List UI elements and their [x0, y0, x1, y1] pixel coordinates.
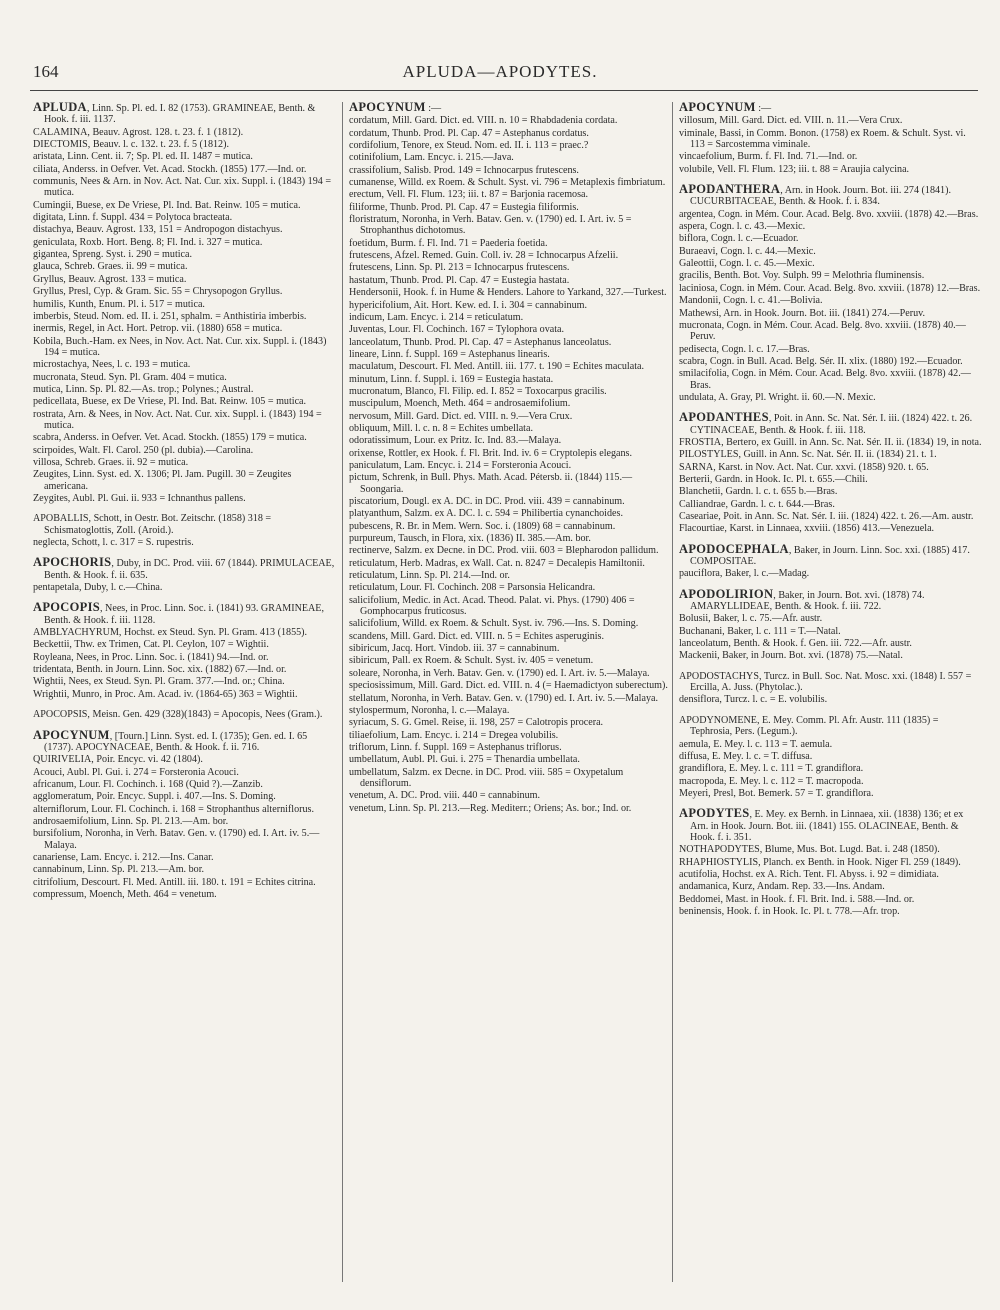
species-entry: glauca, Schreb. Graes. ii. 99 = mutica.	[33, 261, 188, 273]
species-entry: Kobila, Buch.-Ham. ex Nees, in Nov. Act. Nat. Cur. xix. Suppl. i. (1843) 194 = mutica.	[33, 335, 327, 358]
species-entry: scabra, Anderss. in Oefver. Vet. Acad. Stockh. (1855) 179 = mutica.	[33, 432, 307, 444]
species-entry: obliquum, Mill. l. c. n. 8 = Echites umbellata.	[349, 422, 533, 434]
species-entry: mucronata, Cogn. in Mém. Cour. Acad. Belg. 8vo. xxviii. (1878) 40.—Peruv.	[679, 319, 966, 343]
species-entry: scabra, Cogn. in Bull. Acad. Belg. Sér. II. xlix. (1880) 192.—Ecuador.	[679, 355, 963, 367]
species-entry: lanceolatum, Thunb. Prod. Pl. Cap. 47 = Astephanus lanceolatus.	[349, 336, 612, 348]
species-entry: tiliaefolium, Lam. Encyc. i. 214 = Dregea volubilis.	[349, 729, 559, 741]
genus-name: APOCOPIS	[33, 600, 100, 615]
species-entry: gigantea, Spreng. Syst. i. 290 = mutica.	[33, 249, 193, 261]
genus-name: APODOLIRION	[679, 586, 774, 601]
species-entry: NOTHAPODYTES, Blume, Mus. Bot. Lugd. Bat. i. 248 (1850).	[679, 844, 940, 856]
species-entry: Royleana, Nees, in Proc. Linn. Soc. i. (1841) 94.—Ind. or.	[33, 651, 269, 663]
genus-entry: APODANTHES, Poit. in Ann. Sc. Nat. Sér. I. iii. (1824) 422. t. 26. CYTINACEAE, Benth. & Hook. f. iii. 118.	[679, 410, 973, 436]
species-entry: Gryllus, Beauv. Agrost. 133 = mutica.	[33, 273, 187, 285]
species-entry: neglecta, Schott, l. c. 317 = S. rupestris.	[33, 537, 194, 549]
species-entry: frutescens, Afzel. Remed. Guin. Coll. iv. 28 = Ichnocarpus Afzelii.	[349, 250, 619, 262]
species-entry: lanceolatum, Benth. & Hook. f. Gen. iii. 722.—Afr. austr.	[679, 638, 912, 650]
species-entry: cordatum, Mill. Gard. Dict. ed. VIII. n. 10 = Rhabdadenia cordata.	[349, 115, 618, 127]
species-entry: beninensis, Hook. f. in Hook. Ic. Pl. t. 778.—Afr. trop.	[679, 905, 900, 917]
species-entry: cordatum, Thunb. Prod. Pl. Cap. 47 = Astephanus cordatus.	[349, 127, 589, 139]
species-entry: reticulatum, Linn. Sp. Pl. 214.—Ind. or.	[349, 570, 510, 582]
species-entry: digitata, Linn. f. Suppl. 434 = Polytoca bracteata.	[33, 212, 233, 224]
species-entry: andamanica, Kurz, Andam. Rep. 33.—Ins. Andam.	[679, 881, 885, 893]
species-entry: syriacum, S. G. Gmel. Reise, ii. 198, 257 = Calotropis procera.	[349, 717, 604, 729]
species-entry: aemula, E. Mey. l. c. 113 = T. aemula.	[679, 738, 833, 750]
genus-entry: APLUDA, Linn. Sp. Pl. ed. I. 82 (1753). GRAMINEAE, Benth. & Hook. f. iii. 1137.	[33, 100, 316, 126]
species-entry: grandiflora, E. Mey. l. c. 111 = T. grandiflora.	[679, 763, 864, 775]
species-entry: scirpoides, Walt. Fl. Carol. 250 (pl. dubia).—Carolina.	[33, 444, 254, 456]
species-entry: Flacourtiae, Karst. in Linnaea, xxviii. (1856) 413.—Venezuela.	[679, 523, 935, 535]
species-entry: Galeottii, Cogn. l. c. 45.—Mexic.	[679, 258, 815, 270]
species-entry: triflorum, Linn. f. Suppl. 169 = Astephanus triflorus.	[349, 741, 562, 753]
species-entry: hypericifolium, Ait. Hort. Kew. ed. I. i. 304 = cannabinum.	[349, 299, 587, 311]
species-entry: APODOSTACHYS, Turcz. in Bull. Soc. Nat. Mosc. xxi. (1848) I. 557 = Ercilla, A. Juss. (Phytolac.).	[679, 670, 972, 694]
species-entry: paniculatum, Lam. Encyc. i. 214 = Forsteronia Acouci.	[349, 459, 572, 471]
genus-entry: APODANTHERA, Arn. in Hook. Journ. Bot. iii. 274 (1841). CUCURBITACEAE, Benth. & Hook. f. i. 834.	[679, 182, 951, 208]
species-entry: platyanthum, Salzm. ex A. DC. l. c. 594 = Philibertia cynanchoides.	[349, 508, 623, 520]
species-entry: Caseariae, Poit. in Ann. Sc. Nat. Sér. I. iii. (1824) 422. t. 26.—Am. austr.	[679, 511, 974, 522]
species-entry: reticulatum, Lour. Fl. Cochinch. 208 = Parsonsia Helicandra.	[349, 582, 596, 594]
species-entry: umbellatum, Salzm. ex Decne. in DC. Prod. viii. 585 = Oxypetalum densiflorum.	[349, 766, 624, 789]
species-entry: distachya, Beauv. Agrost. 133, 151 = Andropogon distachyus.	[33, 224, 283, 236]
species-entry: venetum, Linn. Sp. Pl. 213.—Reg. Mediterr.; Oriens; As. bor.; Ind. or.	[349, 802, 632, 814]
species-entry: compressum, Moench, Meth. 464 = venetum.	[33, 888, 217, 900]
species-entry: pubescens, R. Br. in Mem. Wern. Soc. i. (1809) 68 = cannabinum.	[349, 520, 616, 532]
species-entry: rectinerve, Salzm. ex Decne. in DC. Prod. viii. 603 = Blepharodon pallidum.	[349, 545, 659, 557]
species-entry: nervosum, Mill. Gard. Dict. ed. VIII. n. 9.—Vera Crux.	[349, 410, 573, 422]
species-entry: Buchanani, Baker, l. c. 111 = T.—Natal.	[679, 625, 841, 637]
species-entry: communis, Nees & Arn. in Nov. Act. Nat. Cur. xix. Suppl. i. (1843) 194 = mutica.	[33, 176, 332, 199]
genus-name: APOCYNUM	[349, 100, 426, 114]
species-entry: muscipulum, Moench, Meth. 464 = androsaemifolium.	[349, 398, 571, 410]
species-entry: Calliandrae, Gardn. l. c. t. 644.—Bras.	[679, 498, 835, 510]
genus-name: APODANTHERA	[679, 182, 781, 197]
species-entry: PILOSTYLES, Guill. in Ann. Sc. Nat. Sér. II. ii. (1834) 21. t. 1.	[679, 449, 937, 461]
species-entry: Acouci, Aubl. Pl. Gui. i. 274 = Forsteronia Acouci.	[33, 766, 239, 778]
species-entry: Buraeavi, Cogn. l. c. 44.—Mexic.	[679, 245, 816, 257]
species-entry: pictum, Schrenk, in Bull. Phys. Math. Acad. Pétersb. ii. (1844) 115.—Soongaria.	[349, 472, 633, 495]
species-entry: QUIRIVELIA, Poir. Encyc. vi. 42 (1804).	[33, 754, 203, 766]
species-entry: cordifolium, Tenore, ex Steud. Nom. ed. II. i. 113 = praec.?	[349, 140, 589, 152]
species-entry: cannabinum, Linn. Sp. Pl. 213.—Am. bor.	[33, 864, 205, 876]
species-entry: Zeugites, Linn. Syst. ed. X. 1306; Pl. Jam. Pugill. 30 = Zeugites americana.	[33, 469, 292, 492]
species-entry: humilis, Kunth, Enum. Pl. i. 517 = mutica.	[33, 298, 205, 310]
genus-name: APODOCEPHALA	[679, 541, 789, 556]
page-number: 164	[33, 62, 59, 81]
species-entry: Gryllus, Presl, Cyp. & Gram. Sic. 55 = Chrysopogon Gryllus.	[33, 286, 283, 298]
species-entry: soleare, Noronha, in Verh. Batav. Gen. v. (1790) ed. I. Art. iv. 5.—Malaya.	[349, 667, 650, 679]
species-entry: ciliata, Anderss. in Oefver. Vet. Acad. Stockh. (1855) 177.—Ind. or.	[33, 163, 307, 175]
species-entry: cumanense, Willd. ex Roem. & Schult. Syst. vi. 796 = Metaplexis fimbriatum.	[349, 177, 666, 189]
species-entry: scandens, Mill. Gard. Dict. ed. VIII. n. 5 = Echites asperuginis.	[349, 630, 604, 642]
species-entry: stellatum, Noronha, in Verh. Batav. Gen. v. (1790) ed. I. Art. iv. 5.—Malaya.	[349, 692, 659, 704]
species-entry: frutescens, Linn. Sp. Pl. 213 = Ichnocarpus frutescens.	[349, 262, 570, 274]
species-entry: piscatorium, Dougl. ex A. DC. in DC. Prod. viii. 439 = cannabinum.	[349, 496, 625, 507]
species-entry: Mackenii, Baker, in Journ. Bot. xvi. (1878) 75.—Natal.	[679, 650, 903, 662]
genus-entry: APOCYNUM :—	[679, 100, 772, 114]
page-header	[0, 62, 1000, 86]
species-entry: pedisecta, Cogn. l. c. 17.—Bras.	[679, 343, 810, 355]
running-head: APLUDA—APODYTES.	[402, 62, 598, 81]
species-entry: smilacifolia, Cogn. in Mém. Cour. Acad. Belg. 8vo. xxviii. (1878) 42.—Bras.	[679, 368, 971, 391]
genus-name: APOCYNUM	[679, 100, 756, 114]
species-entry: Hendersonii, Hook. f. in Hume & Henders. Lahore to Yarkand, 327.—Turkest.	[349, 287, 667, 299]
species-entry: AMBLYACHYRUM, Hochst. ex Steud. Syn. Pl. Gram. 413 (1855).	[33, 627, 308, 639]
species-entry: Beddomei, Mast. in Hook. f. Fl. Brit. Ind. i. 588.—Ind. or.	[679, 893, 915, 905]
species-entry: Berterii, Gardn. in Hook. Ic. Pl. t. 655.—Chili.	[679, 473, 868, 485]
species-entry: Cumingii, Buese, ex De Vriese, Pl. Ind. Bat. Reinw. 105 = mutica.	[33, 199, 301, 211]
species-entry: androsaemifolium, Linn. Sp. Pl. 213.—Am. bor.	[33, 815, 229, 827]
species-entry: floristratum, Noronha, in Verh. Batav. Gen. v. (1790) ed. I. Art. iv. 5 = Strophanthus dichotomus.	[349, 214, 632, 237]
species-entry: Mandonii, Cogn. l. c. 41.—Bolivia.	[679, 295, 823, 307]
species-entry: citrifolium, Descourt. Fl. Med. Antill. iii. 180. t. 191 = Echites citrina.	[33, 876, 316, 888]
species-entry: salicifolium, Willd. ex Roem. & Schult. Syst. iv. 796.—Ins. S. Doming.	[349, 618, 639, 630]
species-entry: microstachya, Nees, l. c. 193 = mutica.	[33, 359, 191, 371]
species-entry: speciosissimum, Mill. Gard. Dict. ed. VIII. n. 4 (= Haemadictyon suberectum).	[349, 680, 668, 692]
species-entry: salicifolium, Medic. in Act. Acad. Theod. Palat. vi. Phys. (1790) 406 = Gomphocarpus fruticosus.	[349, 594, 635, 618]
species-entry: rostrata, Arn. & Nees, in Nov. Act. Nat. Cur. xix. Suppl. i. (1843) 194 = mutica.	[33, 408, 322, 431]
species-entry: SARNA, Karst. in Nov. Act. Nat. Cur. xxvi. (1858) 920. t. 65.	[679, 461, 929, 473]
species-entry: minutum, Linn. f. Suppl. i. 169 = Eustegia hastata.	[349, 373, 554, 385]
species-entry: indicum, Lam. Encyc. i. 214 = reticulatum.	[349, 311, 524, 323]
header-rule	[30, 90, 978, 91]
species-entry: viminale, Bassi, in Comm. Bonon. (1758) ex Roem. & Schult. Syst. vi. 113 = Sarcostemma viminale.	[679, 127, 966, 151]
column-left	[33, 102, 335, 901]
species-entry: argentea, Cogn. in Mém. Cour. Acad. Belg. 8vo. xxviii. (1878) 42.—Bras.	[679, 208, 979, 220]
genus-name: APODYTES	[679, 806, 750, 821]
species-entry: cotinifolium, Lam. Encyc. i. 215.—Java.	[349, 152, 514, 164]
genus-entry: APOCOPIS, Nees, in Proc. Linn. Soc. i. (1841) 93. GRAMINEAE, Benth. & Hook. f. iii. 1128.	[33, 600, 324, 626]
species-entry: diffusa, E. Mey. l. c. = T. diffusa.	[679, 750, 813, 762]
species-entry: inermis, Regel, in Act. Hort. Petrop. vii. (1880) 658 = mutica.	[33, 323, 283, 335]
species-entry: APODYNOMENE, E. Mey. Comm. Pl. Afr. Austr. 111 (1835) = Tephrosia, Pers. (Legum.).	[679, 714, 939, 738]
species-entry: purpureum, Tausch, in Flora, xix. (1836) II. 385.—Am. bor.	[349, 533, 591, 545]
species-entry: vincaefolium, Burm. f. Fl. Ind. 71.—Ind. or.	[679, 151, 858, 163]
species-entry: FROSTIA, Bertero, ex Guill. in Ann. Sc. Nat. Sér. II. ii. (1834) 19, in nota.	[679, 436, 982, 448]
species-entry: villosa, Schreb. Graes. ii. 92 = mutica.	[33, 456, 189, 468]
species-entry: DIECTOMIS, Beauv. l. c. 132. t. 23. f. 5 (1812).	[33, 139, 229, 151]
species-entry: aristata, Linn. Cent. ii. 7; Sp. Pl. ed. II. 1487 = mutica.	[33, 151, 253, 163]
species-entry: pauciflora, Baker, l. c.—Madag.	[679, 568, 810, 580]
column-right	[672, 102, 982, 1282]
species-entry: reticulatum, Herb. Madras, ex Wall. Cat. n. 8247 = Decalepis Hamiltonii.	[349, 557, 645, 569]
species-entry: hastatum, Thunb. Prod. Pl. Cap. 47 = Eustegia hastata.	[349, 274, 570, 286]
species-entry: mutica, Linn. Sp. Pl. 82.—As. trop.; Polynes.; Austral.	[33, 383, 254, 395]
species-entry: pedicellata, Buese, ex De Vriese, Pl. Ind. Bat. Reinw. 105 = mutica.	[33, 396, 307, 408]
species-entry: Mathewsi, Arn. in Hook. Journ. Bot. iii. (1841) 274.—Peruv.	[679, 307, 926, 319]
species-entry: aspera, Cogn. l. c. 43.—Mexic.	[679, 221, 806, 233]
species-entry: africanum, Lour. Fl. Cochinch. i. 168 (Quid ?).—Zanzib.	[33, 778, 263, 790]
species-entry: odoratissimum, Lour. ex Pritz. Ic. Ind. 83.—Malaya.	[349, 435, 562, 447]
species-entry: Zeygites, Aubl. Pl. Gui. ii. 933 = Ichnanthus pallens.	[33, 493, 246, 504]
species-entry: Beckettii, Thw. ex Trimen, Cat. Pl. Ceylon, 107 = Wightii.	[33, 639, 269, 651]
genus-entry: APODOLIRION, Baker, in Journ. Bot. xvi. (1878) 74. AMARYLLIDEAE, Benth. & Hook. f. iii. 722.	[679, 586, 925, 613]
genus-name: APODANTHES	[679, 410, 769, 425]
species-entry: Meyeri, Presl, Bot. Bemerk. 57 = T. grandiflora.	[679, 787, 874, 799]
species-entry: mucronatum, Blanco, Fl. Filip. ed. I. 852 = Toxocarpus gracilis.	[349, 385, 607, 397]
species-entry: venetum, A. DC. Prod. viii. 440 = cannabinum.	[349, 790, 541, 802]
species-entry: APOBALLIS, Schott, in Oestr. Bot. Zeitschr. (1858) 318 = Schismatoglottis, Zoll. (Aroid.).	[33, 513, 272, 536]
species-entry: mucronata, Steud. Syn. Pl. Gram. 404 = mutica.	[33, 371, 227, 383]
species-entry: tridentata, Benth. in Journ. Linn. Soc. xix. (1882) 67.—Ind. or.	[33, 664, 287, 676]
species-entry: Wightii, Nees, ex Steud. Syn. Pl. Gram. 377.—Ind. or.; China.	[33, 676, 285, 688]
species-entry: Wrightii, Munro, in Proc. Am. Acad. iv. (1864-65) 363 = Wightii.	[33, 688, 298, 700]
species-entry: foetidum, Burm. f. Fl. Ind. 71 = Paederia foetida.	[349, 237, 548, 249]
species-entry: Blanchetii, Gardn. l. c. t. 655 b.—Bras.	[679, 486, 838, 498]
species-entry: Juventas, Lour. Fl. Cochinch. 167 = Tylophora ovata.	[349, 324, 565, 336]
genus-name: APOCHORIS	[33, 555, 112, 570]
species-entry: macropoda, E. Mey. l. c. 112 = T. macropoda.	[679, 775, 864, 787]
species-entry: Bolusii, Baker, l. c. 75.—Afr. austr.	[679, 613, 823, 625]
genus-entry: APODOCEPHALA, Baker, in Journ. Linn. Soc. xxi. (1885) 417. COMPOSITAE.	[679, 541, 970, 568]
species-entry: biflora, Cogn. l. c.—Ecuador.	[679, 233, 799, 245]
species-entry: acutifolia, Hochst. ex A. Rich. Tent. Fl. Abyss. i. 92 = dimidiata.	[679, 868, 939, 880]
species-entry: laciniosa, Cogn. in Mém. Cour. Acad. Belg. 8vo. xxviii. (1878) 12.—Bras.	[679, 282, 981, 294]
genus-entry: APOCYNUM :—	[349, 100, 442, 114]
genus-name: APOCYNUM	[33, 727, 110, 742]
species-entry: RHAPHIOSTYLIS, Planch. ex Benth. in Hook. Niger Fl. 259 (1849).	[679, 856, 961, 868]
genus-entry: APODYTES, E. Mey. ex Bernh. in Linnaea, xii. (1838) 136; et ex Arn. in Hook. Journ. Bot. iii. (1841) 155. OLACINEAE, Benth. & Hook. f. i. 351.	[679, 806, 964, 843]
species-entry: APOCOPSIS, Meisn. Gen. 429 (328)(1843) = Apocopis, Nees (Gram.).	[33, 709, 323, 721]
species-entry: lineare, Linn. f. Suppl. 169 = Astephanus linearis.	[349, 348, 550, 360]
species-entry: CALAMINA, Beauv. Agrost. 128. t. 23. f. 1 (1812).	[33, 126, 244, 138]
species-entry: alterniflorum, Lour. Fl. Cochinch. i. 168 = Strophanthus alterniflorus.	[33, 803, 314, 815]
genus-entry: APOCHORIS, Duby, in DC. Prod. viii. 67 (1844). PRIMULACEAE, Benth. & Hook. f. ii. 635.	[33, 555, 335, 581]
species-entry: geniculata, Roxb. Hort. Beng. 8; Fl. Ind. i. 327 = mutica.	[33, 236, 263, 248]
species-entry: agglomeratum, Poir. Encyc. Suppl. i. 407.—Ins. S. Doming.	[33, 791, 276, 803]
species-entry: densiflora, Turcz. l. c. = E. volubilis.	[679, 694, 828, 706]
species-entry: filiforme, Thunb. Prod. Pl. Cap. 47 = Eustegia filiformis.	[349, 201, 579, 213]
species-entry: villosum, Mill. Gard. Dict. ed. VIII. n. 11.—Vera Crux.	[679, 115, 903, 127]
species-entry: imberbis, Steud. Nom. ed. II. i. 251, sphalm. = Anthistiria imberbis.	[33, 310, 307, 322]
species-entry: sibiricum, Jacq. Hort. Vindob. iii. 37 = cannabinum.	[349, 643, 560, 655]
species-entry: stylospermum, Noronha, l. c.—Malaya.	[349, 704, 510, 716]
species-entry: orixense, Rottler, ex Hook. f. Fl. Brit. Ind. iv. 6 = Cryptolepis elegans.	[349, 447, 633, 459]
species-entry: pentapetala, Duby, l. c.—China.	[33, 582, 163, 594]
species-entry: volubile, Vell. Fl. Flum. 123; iii. t. 88 = Araujia calycina.	[679, 163, 910, 175]
genus-name: APLUDA	[33, 100, 87, 114]
species-entry: umbellatum, Aubl. Pl. Gui. i. 275 = Thenardia umbellata.	[349, 754, 580, 766]
species-entry: gracilis, Benth. Bot. Voy. Sulph. 99 = Melothria fluminensis.	[679, 270, 925, 282]
species-entry: bursifolium, Noronha, in Verh. Batav. Gen. v. (1790) ed. I. Art. iv. 5.—Malaya.	[33, 828, 320, 851]
species-entry: undulata, A. Gray, Pl. Wright. ii. 60.—N. Mexic.	[679, 391, 876, 403]
species-entry: sibiricum, Pall. ex Roem. & Schult. Syst. iv. 405 = venetum.	[349, 655, 594, 667]
species-entry: erectum, Vell. Fl. Flum. 123; iii. t. 87 = Barjonia racemosa.	[349, 189, 589, 201]
species-entry: maculatum, Descourt. Fl. Med. Antill. iii. 177. t. 190 = Echites maculata.	[349, 361, 644, 373]
species-entry: crassifolium, Salisb. Prod. 149 = Ichnocarpus frutescens.	[349, 164, 579, 176]
species-entry: canariense, Lam. Encyc. i. 212.—Ins. Canar.	[33, 851, 214, 863]
genus-entry: APOCYNUM, [Tourn.] Linn. Syst. ed. I. (1735); Gen. ed. I. 65 (1737). APOCYNACEAE, Benth. & Hook. f. ii. 716.	[33, 727, 308, 753]
column-middle	[342, 102, 671, 1282]
